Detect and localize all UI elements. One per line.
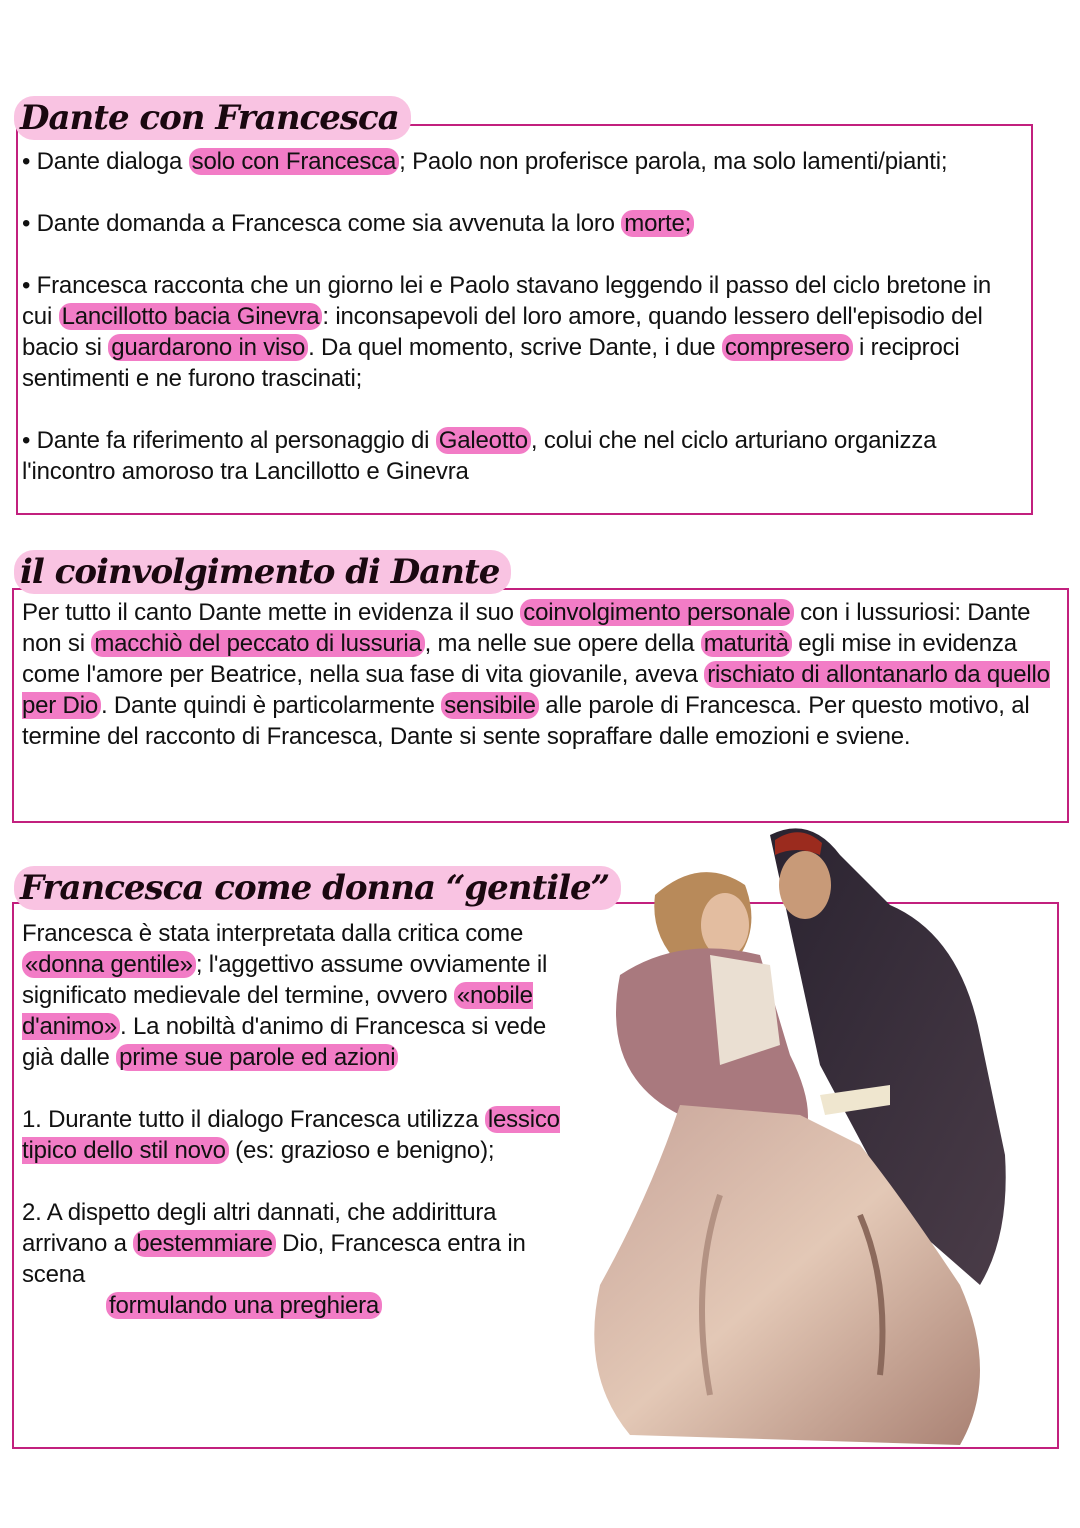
highlighted-text: bestemmiare (133, 1230, 276, 1257)
highlighted-text: guardarono in viso (108, 334, 308, 361)
text-segment: i reciproci sentimenti e ne furono trascinati; (22, 334, 960, 392)
text-segment: 2. A dispetto degli altri dannati, che addirittura arrivano a (22, 1199, 497, 1257)
highlighted-text: morte; (621, 210, 694, 237)
highlighted-text: «nobile d'animo» (22, 982, 533, 1040)
highlighted-text: maturità (701, 630, 792, 657)
highlighted-text: lessico tipico dello stil novo (22, 1106, 560, 1164)
section-body (22, 918, 567, 1321)
paragraph (22, 425, 1022, 487)
section-body (22, 146, 1022, 487)
text-segment: . Dante quindi è particolarmente (100, 692, 442, 719)
highlighted-text: «donna gentile» (22, 951, 196, 978)
text-segment: alle parole di Francesca. Per questo motivo, al termine del racconto di Francesca, Dante si sente sopraffare dalle emozioni e sviene. (22, 692, 1030, 750)
text-segment: (es: grazioso e benigno); (228, 1137, 495, 1164)
paragraph (22, 1104, 567, 1166)
text-segment: : inconsapevoli del loro amore, quando lessero dell'episodio del bacio si (22, 303, 983, 361)
text-segment: Dio, Francesca entra in scena (22, 1230, 526, 1288)
paragraph (22, 270, 1022, 394)
highlighted-text: sensibile (441, 692, 539, 719)
section-title: il coinvolgimento di Dante (14, 550, 511, 594)
section-body (22, 597, 1052, 752)
paragraph (22, 918, 567, 1073)
highlighted-text: coinvolgimento personale (520, 599, 793, 626)
paolo-francesca-painting (560, 815, 1030, 1455)
highlighted-text: compresero (722, 334, 853, 361)
text-segment: . La nobiltà d'animo di Francesca si vede già dalle (22, 1013, 547, 1071)
text-segment: ; l'aggettivo assume ovviamente il significato medievale del termine, ovvero (22, 951, 548, 1009)
highlighted-text: solo con Francesca (189, 148, 400, 175)
highlighted-text: Galeotto (436, 427, 531, 454)
text-segment: egli mise in evidenza come l'amore per Beatrice, nella sua fase di vita giovanile, aveva (22, 630, 1017, 688)
paragraph (22, 208, 1022, 239)
highlighted-text: macchiò del peccato di lussuria (91, 630, 424, 657)
text-segment: con i lussuriosi: Dante non si (22, 599, 1031, 657)
text-segment: • Francesca racconta che un giorno lei e Paolo stavano leggendo il passo del ciclo bretone in cui (22, 272, 992, 330)
highlighted-text: prime sue parole ed azioni (116, 1044, 398, 1071)
paragraph (22, 1290, 567, 1321)
highlighted-text: rischiato di allontanarlo da quello per Dio (22, 661, 1050, 719)
text-segment: • Dante fa riferimento al personaggio di (22, 427, 436, 454)
highlighted-text: Lancillotto bacia Ginevra (59, 303, 323, 330)
text-segment: • Dante domanda a Francesca come sia avvenuta la loro (22, 210, 622, 237)
text-segment: , colui che nel ciclo arturiano organizza l'incontro amoroso tra Lancillotto e Ginevra (22, 427, 937, 485)
text-segment: . Da quel momento, scrive Dante, i due (308, 334, 722, 361)
section-title: Francesca come donna “gentile” (14, 866, 621, 910)
section-title: Dante con Francesca (14, 96, 411, 140)
highlighted-text: formulando una preghiera (106, 1292, 382, 1319)
text-segment: , ma nelle sue opere della (424, 630, 701, 657)
paragraph (22, 597, 1052, 752)
text-segment: • Dante dialoga (22, 148, 189, 175)
paragraph (22, 146, 1022, 177)
text-segment: Per tutto il canto Dante mette in evidenza il suo (22, 599, 521, 626)
text-segment: ; Paolo non proferisce parola, ma solo lamenti/pianti; (399, 148, 948, 175)
paragraph (22, 1197, 567, 1290)
text-segment: 1. Durante tutto il dialogo Francesca utilizza (22, 1106, 485, 1133)
text-segment: Francesca è stata interpretata dalla critica come (22, 920, 524, 947)
